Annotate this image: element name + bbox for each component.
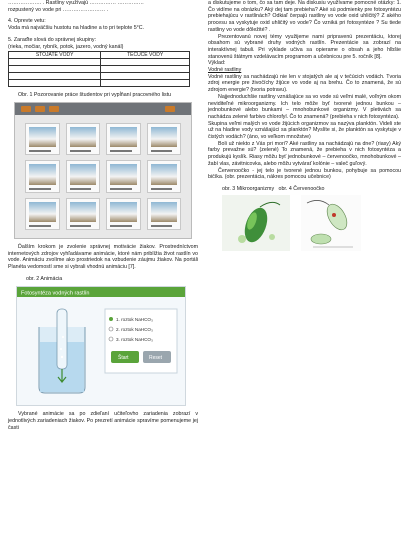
paragraph: Skupina veľmi malých vo vode žijúcich organizmov sa nazýva planktón. Videli ste už na hladine vody vznášajúci sa planktón? Myslíte si, že planktón sa vyskytuje v čistých vodách? (áno, vo veľkom množstve) (208, 120, 401, 141)
microorganisms-photo (222, 195, 290, 251)
figure-caption: obr. 3 Mikroorganizmy (222, 185, 275, 192)
option-label: 3. roztok NaHCO₃ (116, 337, 153, 343)
paragraph: Vybrané animácie sa po zdieľaní učiteľovho zariadenia zobrazí v jednotlivých zariadeniach žiakov. Po prezretí animácie spravíme pomenujeme jej časti (8, 411, 198, 431)
option-label: 1. roztok NaHCO₃ (116, 317, 153, 323)
animation-header: Fotosyntéza vodných rastlín (21, 290, 90, 297)
section-label: Výklad: (208, 60, 226, 67)
start-button-label: Štart (118, 355, 129, 362)
student-thumbnail (106, 160, 141, 192)
text-line: ………………. . Rastliny využívajú …………… …………… (8, 0, 144, 6)
paragraph: Najjednoduchšie rastliny vznášajúce sa vo vode sú veľmi malé, voľným okom neviditeľné mikroorganizmy. Ich telo môže byť tvorené jednou bunkou – jednobunkové alebo bunkami – mnohobunkové organizmy. V pletivách sa nachádza zelené farbivo chlorofyl. Čo to znamená? (prebieha v nich fotosyntéza). (208, 93, 401, 120)
table-row (9, 80, 190, 87)
option-label: 2. roztok NaHCO₃ (116, 327, 153, 333)
section-subtitle: Vodné rastliny (208, 67, 242, 74)
text-line: rozpustený vo vode pri …………………… . (8, 6, 109, 13)
student-thumbnail (25, 198, 60, 230)
table-row (9, 59, 190, 66)
student-thumbnail (147, 123, 182, 155)
student-thumbnail (106, 123, 141, 155)
student-thumbnail (147, 160, 182, 192)
water-types-table (8, 51, 190, 87)
figure-caption: obr. 4 Červenoočko (278, 185, 325, 192)
euglena-illustration (301, 195, 361, 251)
task-title: 5. Zaraďte slová do správnej skupiny: (8, 36, 97, 43)
paragraph: Vodné rastliny sa nachádzajú nie len v stojatých ale aj v tečúcich vodách. Tvoria zdroj energie pre živočíchy žijúce vo vode aj na brehu. Čo to znamená, že sú zdrojom energie? (tvoria potravu). (208, 73, 401, 94)
task-text: Voda má najväčšiu hustotu na hladine a to pri teplote 5°C. (8, 25, 145, 32)
left-column (8, 0, 198, 432)
figure-caption: Obr. 1 Pozorovanie práce študentov pri vypĺňaní pracovného listu (18, 92, 172, 99)
euglena-drawing (301, 195, 361, 251)
paragraph: Boli už niekto z Vás pri mori? Aké rastliny sa nachádzajú na dne? (riasy) Aký farby prevažne sú? (zelené) To znamená, že prebieha v nich fotosyntéza a produkujú kyslík. Riasy môžu byť jednobunkové – červenoočko, mnohobunkové – žabí vlas, závitnicovka, alebo môžu vytvárať kolónie – valeč guľový. (208, 140, 401, 167)
table-row (9, 73, 190, 80)
student-thumbnail (66, 123, 101, 155)
table-header: TEČÚCE VODY (101, 52, 190, 59)
figure-caption: obr. 2 Animácia (26, 275, 63, 282)
animation-screenshot (16, 286, 186, 406)
student-thumbnail (106, 198, 141, 230)
paragraph: Červenoočko - jej telo je tvorené jednou bunkou, pohybuje sa pomocou bičíka. (obr. prezentácia, nákres pomocou učebnice) (208, 167, 401, 181)
reset-button-label: Reset (149, 355, 163, 362)
right-column (208, 0, 401, 251)
student-thumbnail (25, 160, 60, 192)
student-thumbnail (66, 160, 101, 192)
table-row (9, 66, 190, 73)
task-words: (rieka, močiar, rybník, potok, jazero, vodný kanál) (8, 43, 124, 50)
student-thumbnail (147, 198, 182, 230)
paragraph: a diskutujeme o tom, čo sa tam deje. Na diskusiu využívame pomocné otázky: 1. Čo vidíme na obrázku? Aký dej tam prebieha? Aké sú podmienky pre fotosyntézu prebiehajúcu v rastlinách? Odkiaľ čerpajú rastliny vo vode oxid uhličitý? Z akého procesu sa vyskytuje oxid uhličitý vo vode? Čo vzniká pri fotosyntéze ? Su tiede rastliny vo vode dôležité? . (208, 0, 401, 33)
students-worksheet-photo (14, 102, 192, 239)
microorganisms-illustration (222, 195, 290, 251)
task-title: 4. Oprevte vetu: (8, 18, 46, 25)
student-thumbnail (66, 198, 101, 230)
app-toolbar (15, 103, 191, 115)
paragraph: Prezentovanú novej témy využijeme nami pripravenú prezentáciu, ktorej obsahom sú vybrané druhy vodných rastlín. Prezentácie sa zobrazí na interaktívnej tabuli. Pri výklade učiva sa opierame o obsah a jeho hlbšie stanovenú štátnym vzdelávacím programom a učebnicou pre 5. ročník [8]. (208, 33, 401, 60)
photosynthesis-animation (17, 287, 185, 405)
paragraph: Ďalším krokom je zvolenie správnej motivácie žiakov. Prostredníctvom internetových zdrojov vyhľadávame animácie, ktoré nám priblížia život rastlín vo vode. Animáciu zvolíme ako prostriedok na vzbudenie záujmu žiakov. Na portáli Planéta vedomostí sme si vybrali vhodnú animáciu [7]. (8, 243, 198, 271)
table-header: STOJATÉ VODY (9, 52, 101, 59)
student-thumbnail (25, 123, 60, 155)
